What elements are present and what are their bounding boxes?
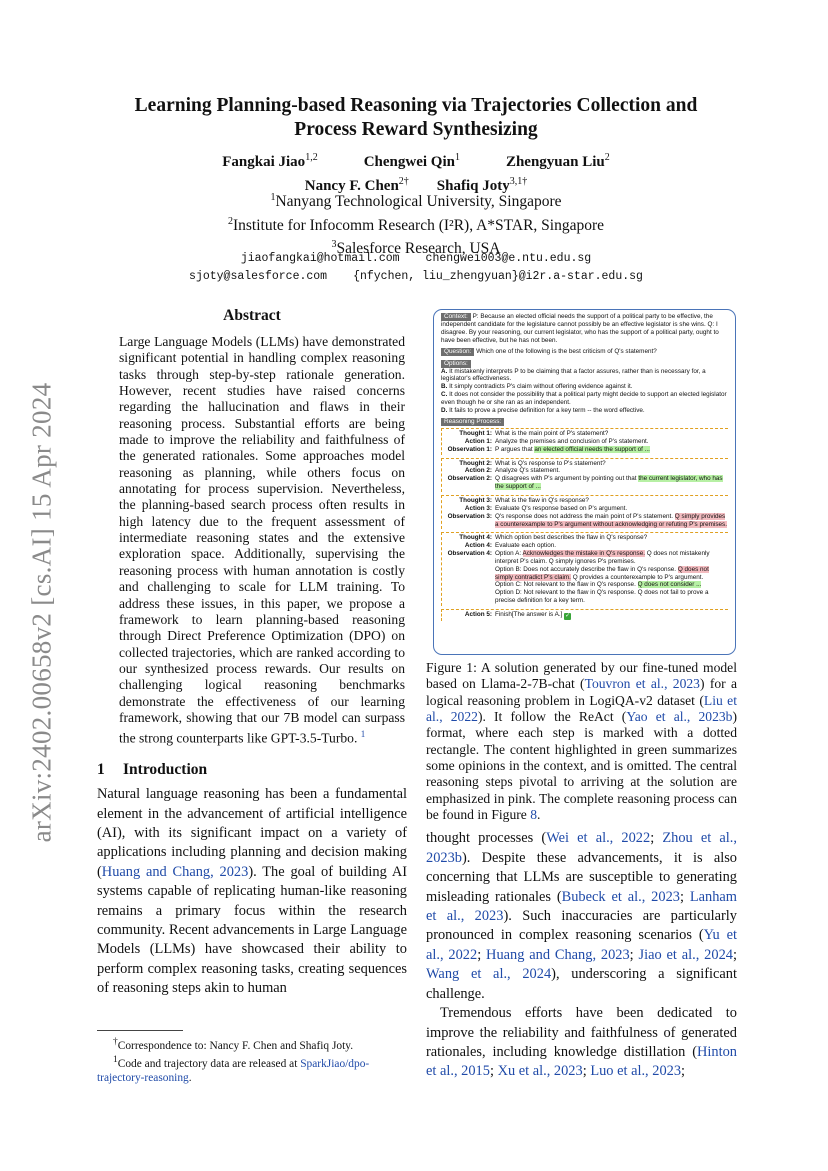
citation-link[interactable]: Jiao et al., 2024	[638, 946, 733, 963]
reasoning-step-5: Action 5: Finish[The answer is A.] ✓	[441, 609, 728, 621]
citation-link[interactable]: Huang and Chang, 2023	[101, 863, 249, 880]
figure-context: Context: P: Because an elected official needs the support of a political party to be effective, the independent candidate for the legislature cannot possibly be an effective legislator is she wins. Q: I disagree. By your reasoning, our current legislator, who has the support of a political party, ought to have been effective, but he has not been.	[441, 313, 719, 344]
footnote-mark: 1	[360, 729, 366, 740]
figure-caption: Figure 1: A solution generated by our fine-tuned model based on Llama-2-7B-chat (Touvron et al., 2023) for a logical reasoning problem in LogiQA-v2 dataset (Liu et al., 2022). It follow the ReAct (Yao et al., 2023b) format, where each step is marked with a dotted rectangle. The content highlighted in green summarizes some opinions in the context, and is omitted. The central reasoning steps pivotal to arriving at the solution are emphasized in pink. The complete reasoning process can be found in Figure 8.	[426, 660, 738, 823]
repo-link[interactable]: SparkJiao/dpo-trajectory-reasoning	[97, 1057, 370, 1084]
pink-highlight: Q does not simply contradict P's claim.	[495, 565, 709, 581]
green-highlight: an elected official needs the support of ...	[534, 445, 650, 453]
author: Chengwei Qin$^1$	[363, 152, 460, 170]
body-paragraph: Tremendous efforts have been dedicated to improve the reliability and faithfulness of generated rationales, including knowledge distillation (Hinton et al., 2015; Xu et al., 2023; Luo et al., 2023;	[426, 1005, 737, 1080]
reasoning-label: Reasoning Process:	[441, 418, 504, 426]
footnote: †Correspondence to: Nancy F. Chen and Shafiq Joty.	[113, 1037, 354, 1052]
citation-link[interactable]: Bubeck et al., 2023	[561, 888, 680, 905]
figure-question: Question: Which one of the following is the best criticism of Q's statement?	[441, 348, 728, 356]
author: Zhengyuan Liu$^2$	[505, 152, 610, 170]
citation-link[interactable]: Yao et al., 2023b	[626, 709, 733, 725]
citation-link[interactable]: Yu et al., 2022	[426, 927, 737, 963]
citation-link[interactable]: Zhou et al., 2023b	[426, 830, 737, 866]
email: {nfychen, liu_zhengyuan}@i2r.a-star.edu.sg	[353, 270, 643, 283]
citation-link[interactable]: Lanham et al., 2023	[426, 888, 737, 925]
check-icon: ✓	[565, 612, 571, 619]
right-column	[426, 660, 737, 1082]
options-label: Options:	[441, 360, 471, 368]
email: sjoty@salesforce.com	[189, 270, 328, 283]
paper-title	[96, 94, 736, 142]
figure-link[interactable]: 8	[530, 807, 538, 823]
citation-link[interactable]: Hinton et al., 2015	[426, 1043, 737, 1080]
affiliation: $^1$Nanyang Technological University, Singapore	[270, 192, 562, 211]
citation-link[interactable]: Wang et al., 2024	[426, 966, 552, 983]
affiliation: $^3$Salesforce Research, USA	[331, 239, 501, 258]
option: D. It fails to prove a precise definition for a key term -- the word effective.	[441, 406, 645, 414]
body-paragraph: thought processes (Wei et al., 2022; Zhou et al., 2023b). Despite these advancements, it is also concerning that LLMs are susceptible to generating misleading rationales (Bubeck et al., 2023; Lanham et al., 2023). Such inaccuracies are particularly pronounced in complex reasoning scenarios (Yu et al., 2022; Huang and Chang, 2023; Jiao et al., 2024; Wang et al., 2024), underscoring a significant challenge.	[426, 830, 737, 1002]
intro-paragraph: Natural language reasoning has been a fundamental element in the advancement of artificial intelligence (AI), with its significant impact on a variety of applications including planning and decision making (Huang and Chang, 2023). The goal of building AI systems capable of replicating human-like reasoning remains a primary focus within the research community. Recent advancements in Large Language Models (LLMs) have showcased their ability to perform complex reasoning tasks, creating sequences of reasoning steps akin to human	[97, 786, 407, 997]
reasoning-step-2: Thought 2: What is Q's response to P's statement? Action 2: Analyze Q's statement. Observation 2: Q disagrees with P's argument by pointing out that the current legislator, who has the support of ...	[441, 458, 728, 492]
citation-link[interactable]: Touvron et al., 2023	[584, 676, 700, 692]
affiliations	[96, 188, 736, 259]
email: jiaofangkai@hotmail.com	[240, 252, 400, 265]
abstract-body: Large Language Models (LLMs) have demonstrated significant potential in handling complex reasoning tasks through step-by-step rationale generation. However, recent studies have raised concerns regarding the hallucination and flaws in their reasoning process. Substantial efforts are being made to improve the reliability and faithfulness of the generated rationales. Some approaches model reasoning as planning, while others focus on annotating for process supervision. Nevertheless, the planning-based search process often results in high latency due to the frequent assessment of intermediate reasoning states and the extensive exploration space. Additionally, supervising the reasoning process with human annotation is costly and challenging to scale for LLM training. To address these issues, in this paper, we propose a framework to learn planning-based reasoning through Direct Preference Optimization (DPO) on collected trajectories, which are ranked according to our synthesized process rewards. Our results on challenging logical reasoning benchmarks demonstrate the effectiveness of our learning framework, showing that our 7B model can surpass the strong counterparts like GPT-3.5-Turbo. $^1$	[119, 334, 405, 746]
question-label: Question:	[441, 348, 474, 356]
citation-link[interactable]: Liu et al., 2022	[426, 692, 737, 725]
green-highlight: Q does not consider ...	[637, 581, 702, 589]
affiliation: $^2$Institute for Infocomm Research (I²R), A*STAR, Singapore	[227, 215, 605, 234]
footnotes	[97, 1030, 407, 1085]
citation-link[interactable]: Huang and Chang, 2023	[486, 946, 630, 963]
title-line-2: Process Reward Synthesizing	[294, 119, 538, 140]
green-highlight: the current legislator, who has the support of ...	[495, 475, 723, 491]
author: Nancy F. Chen$^{2\dagger}$	[304, 176, 409, 194]
email: chengwei003@e.ntu.edu.sg	[425, 252, 592, 265]
citation-link[interactable]: Luo et al., 2023	[590, 1063, 682, 1080]
reasoning-step-3: Thought 3: What is the flaw in Q's response? Action 3: Evaluate Q's response based on P's argument. Observation 3: Q's response does not address the main point of P's statement. Q simply provides a counterexample to P's argument without acknowledging or refuting P's premises.	[441, 495, 728, 529]
option: B. It simply contradicts P's claim without offering evidence against it.	[441, 383, 633, 391]
section-heading-introduction: 1 Introduction	[97, 761, 208, 779]
arxiv-stamp-text: arXiv:2402.00658v2 [cs.AI] 15 Apr 2024	[26, 382, 57, 842]
citation-link[interactable]: Xu et al., 2023	[497, 1063, 583, 1080]
pink-highlight: Q simply provides a counterexample to P's argument without acknowledging or refuting P's premises.	[495, 512, 727, 528]
abstract-heading: Abstract	[223, 307, 281, 324]
option: A. It mistakenly interprets P to be claiming that a factor assures, rather than is necessary for, a legislator's effectiveness.	[441, 367, 706, 383]
pink-highlight: Acknowledges the mistake in Q's response.	[522, 550, 646, 558]
arxiv-stamp	[22, 372, 62, 852]
author: Shafiq Joty$^{3,1\dagger}$	[436, 176, 528, 194]
figure-1	[433, 309, 736, 655]
figure-options	[441, 360, 728, 415]
footnote: $^1$Code and trajectory data are released at SparkJiao/dpo-trajectory-reasoning.	[97, 1054, 370, 1084]
left-column	[97, 306, 407, 999]
footnote-rule	[97, 1030, 183, 1031]
reasoning-step-1: Thought 1: What is the main point of P's statement? Action 1: Analyze the premises and conclusion of P's statement. Observation 1: P argues that an elected official needs the support of ...	[441, 428, 728, 455]
reasoning-step-4: Thought 4: Which option best describes the flaw in Q's response? Action 4: Evaluate each option. Observation 4: Option A: Acknowledges the mistake in Q's response. Q does not mistakenly interpret P's claim. Q simply ignores P's premises. Option B: Does not accurately describe the flaw in Q's response. Q does not simply contradict P's claim. Q provides a counterexample to P's argument. Option C: Not relevant to the flaw in Q's response. Q does not consider ... Option D: Not relevant to the flaw in Q's response. Q does not fail to prove a precise definition for a key term.	[441, 532, 728, 606]
context-label: Context:	[441, 313, 471, 321]
citation-link[interactable]: Wei et al., 2022	[546, 830, 651, 847]
author: Fangkai Jiao$^{1,2}$	[222, 152, 318, 170]
title-line-1: Learning Planning-based Reasoning via Trajectories Collection and	[134, 95, 698, 116]
emails	[96, 250, 736, 286]
option: C. It does not consider the possibility that a political party might decide to support an elected legislator even though he or she ran as an independent.	[441, 391, 727, 406]
